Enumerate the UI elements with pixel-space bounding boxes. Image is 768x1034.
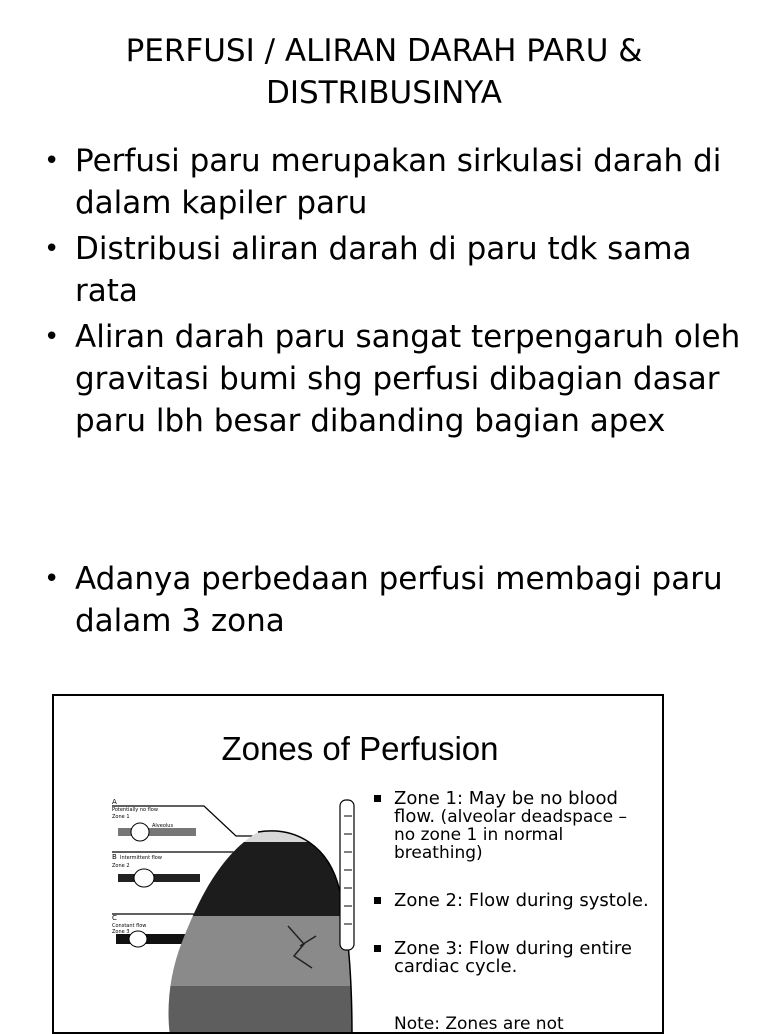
lung-zone-base (158, 986, 358, 1034)
bullet-list (44, 140, 744, 646)
bullet-text: Perfusi paru merupakan sirkulasi darah di dalam kapiler paru (75, 143, 722, 221)
diagram-label-zone3: Zone 3 (112, 929, 130, 935)
diagram-label-c-text: Constant flow (112, 923, 147, 929)
lung-zone-3 (158, 916, 358, 986)
alveolus-zone-3 (129, 931, 147, 947)
zone-list (372, 790, 652, 1006)
diagram-label-c: C (112, 914, 117, 922)
height-scale (340, 800, 354, 950)
figure-title: Zones of Perfusion (221, 730, 499, 767)
bullet-item (44, 558, 744, 642)
zone-item-lead: Zone 1: May be no blood flow. (394, 788, 618, 827)
slide-title-line-1: PERFUSI / ALIRAN DARAH PARU & (125, 33, 643, 69)
bullet-item (44, 316, 744, 442)
zone-list-item (372, 790, 652, 862)
zone-item-rest: (alveolar deadspace – no zone 1 in normal breathing) (394, 807, 628, 863)
diagram-label-b: B (112, 853, 117, 861)
bullet-text: Aliran darah paru sangat terpengaruh oleh gravitasi bumi shg perfusi dibagian dasar paru lbh besar dibanding bagian apex (75, 319, 741, 439)
square-bullet-icon (374, 795, 381, 802)
vessel-zone-1 (118, 828, 196, 836)
bullet-item (44, 228, 744, 312)
diagram-label-a: A (112, 798, 117, 806)
alveolus-zone-1 (131, 823, 149, 841)
vessel-zone-2 (118, 874, 200, 882)
figure-note: Note: Zones are not (394, 1014, 564, 1034)
bullet-dot-icon: • (44, 234, 60, 264)
zone-item-lead: Zone 3: Flow during entire cardiac cycle. (394, 938, 633, 977)
bullet-text: Adanya perbedaan perfusi membagi paru dalam 3 zona (75, 561, 723, 639)
diagram-label-b-text: Intermittent flow (120, 855, 162, 861)
diagram-label-a-text: Potentially no flow (112, 807, 158, 813)
bullet-dot-icon: • (44, 322, 60, 352)
square-bullet-icon (374, 945, 381, 952)
zone-list-item (372, 940, 652, 976)
square-bullet-icon (374, 897, 381, 904)
slide-title (0, 30, 768, 114)
zones-figure (52, 694, 664, 1034)
zone-list-item (372, 892, 652, 910)
diagram-label-zone1: Zone 1 (112, 814, 130, 820)
bullet-dot-icon: • (44, 564, 60, 594)
diagram-label-zone2: Zone 2 (112, 863, 130, 869)
slide-title-line-2: DISTRIBUSINYA (265, 75, 502, 111)
bullet-item (44, 140, 744, 224)
zone-item-lead: Zone 2: Flow during systole. (394, 890, 649, 911)
alveolus-zone-2 (134, 869, 154, 887)
bullet-dot-icon: • (44, 146, 60, 176)
bullet-text: Distribusi aliran darah di paru tdk sama rata (75, 231, 692, 309)
diagram-label-alveolus: Alveolus (152, 823, 174, 829)
lung-zones-diagram (108, 796, 358, 1034)
